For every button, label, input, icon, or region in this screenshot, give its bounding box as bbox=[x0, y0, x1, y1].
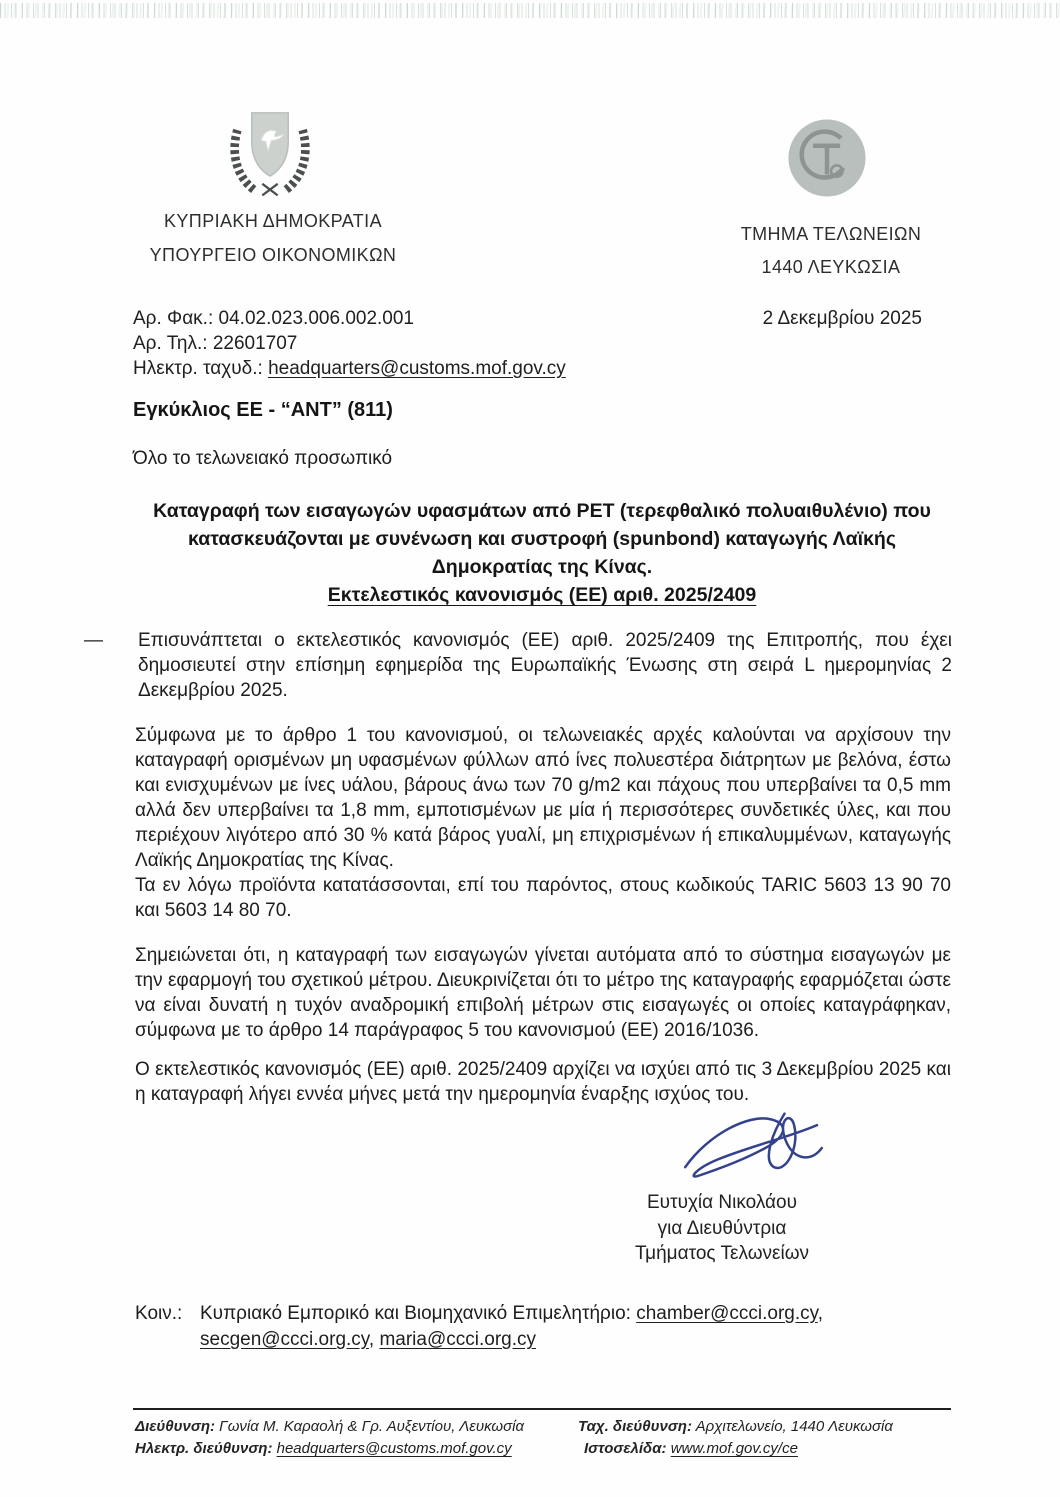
paragraph-1: Επισυνάπτεται ο εκτελεστικός κανονισμός (ΕΕ) αριθ. 2025/2409 της Επιτροπής, που έχει δημοσιευτεί στην επίσημη εφημερίδα της Ευρωπαϊκής Ένωσης στη σειρά L ημερομηνίας 2 Δεκεμβρίου 2025. bbox=[138, 630, 952, 701]
header-email-link[interactable]: headquarters@customs.mof.gov.cy bbox=[268, 358, 566, 379]
cc-recipient-text: Κυπριακό Εμπορικό και Βιομηχανικό Επιμελητήριο: bbox=[200, 1303, 637, 1324]
footer-address-line bbox=[135, 1416, 565, 1438]
paragraph-3: Τα εν λόγω προϊόντα κατατάσσονται, επί του παρόντος, στους κωδικούς TARIC 5603 13 90 70 και 5603 14 80 70. bbox=[135, 875, 951, 921]
cc-separator-1: , bbox=[817, 1303, 824, 1324]
reference-block bbox=[133, 306, 566, 381]
footer-email-link[interactable]: headquarters@customs.mof.gov.cy bbox=[276, 1440, 512, 1457]
letter-date: 2 Δεκεμβρίου 2025 bbox=[762, 308, 922, 329]
paragraph-5: Ο εκτελεστικός κανονισμός (ΕΕ) αριθ. 2025/2409 αρχίζει να ισχύει από τις 3 Δεκεμβρίου 2025 και η καταγραφή λήγει εννέα μήνες μετά την ημερομηνία έναρξης ισχύος του. bbox=[135, 1059, 951, 1105]
footer-left-column bbox=[135, 1416, 565, 1460]
phone-line bbox=[133, 331, 566, 356]
title-line-2: κατασκευάζονται με συνένωση και συστροφή (spunbond) καταγωγής Λαϊκής bbox=[188, 528, 896, 550]
title-line-1: Καταγραφή των εισαγωγών υφασμάτων από PET (τερεφθαλικό πολυαιθυλένιο) που bbox=[153, 500, 931, 522]
footer-address-value: Γωνία Μ. Καραολή & Γρ. Αυξεντίου, Λευκωσία bbox=[219, 1418, 525, 1435]
file-number-label: Αρ. Φακ.: bbox=[133, 308, 214, 329]
signer-department: Τμήματος Τελωνείων bbox=[634, 1243, 810, 1264]
signature-block bbox=[608, 1190, 836, 1267]
signer-capacity: για Διευθύντρια bbox=[657, 1217, 787, 1239]
cc-email-link-3[interactable]: maria@ccci.org.cy bbox=[379, 1329, 536, 1350]
file-number-line bbox=[133, 306, 566, 331]
footer-address-label: Διεύθυνση: bbox=[135, 1418, 215, 1435]
paragraph-4: Σημειώνεται ότι, η καταγραφή των εισαγωγών γίνεται αυτόματα από το σύστημα εισαγωγών με την εφαρμογή του σχετικού μέτρου. Διευκρινίζεται ότι το μέτρο της καταγραφής εφαρμόζεται ώστε να είναι δυνατή η τυχόν αναδρομική επιβολή μέτρων στις εισαγωγές οι οποίες καταγράφηκαν, σύμφωνα με το άρθρο 14 παράγραφος 5 του κανονισμού (ΕΕ) 2016/1036. bbox=[135, 945, 951, 1041]
customs-seal-icon bbox=[786, 117, 868, 199]
cc-email-link-2[interactable]: secgen@ccci.org.cy bbox=[200, 1329, 369, 1350]
salutation: Όλο το τελωνειακό προσωπικό bbox=[133, 448, 393, 469]
phone-label: Αρ. Τηλ.: bbox=[133, 333, 208, 354]
regulation-line: Εκτελεστικός κανονισμός (ΕΕ) αριθ. 2025/2409 bbox=[327, 584, 757, 606]
department-title: ΤΜΗΜΑ ΤΕΛΩΝΕΙΩΝ bbox=[740, 224, 922, 244]
ministry-title: ΥΠΟΥΡΓΕΙΟ ΟΙΚΟΝΟΜΙΚΩΝ bbox=[149, 245, 397, 265]
scanner-noise-band bbox=[0, 3, 1060, 18]
title-line-3: Δημοκρατίας της Κίνας. bbox=[431, 556, 653, 578]
footer-email-line bbox=[135, 1438, 565, 1460]
signer-name: Ευτυχία Νικολάου bbox=[647, 1192, 797, 1213]
cc-label: Κοιν.: bbox=[135, 1303, 183, 1324]
footer-postal-line bbox=[578, 1416, 958, 1438]
cyprus-coat-of-arms-icon bbox=[222, 104, 318, 208]
footer-web-label: Ιστοσελίδα: bbox=[584, 1440, 667, 1457]
cc-recipients bbox=[200, 1301, 951, 1353]
cc-block bbox=[135, 1301, 951, 1353]
footer-web-link[interactable]: www.mof.gov.cy/ce bbox=[670, 1440, 798, 1457]
footer-postal-value: Αρχιτελωνείο, 1440 Λευκωσία bbox=[695, 1418, 893, 1435]
email-line bbox=[133, 356, 566, 381]
email-label: Ηλεκτρ. ταχυδ.: bbox=[133, 358, 263, 379]
footer-right-column bbox=[578, 1416, 958, 1460]
file-number-value: 04.02.023.006.002.001 bbox=[218, 308, 414, 329]
footer-postal-label: Ταχ. διεύθυνση: bbox=[578, 1418, 692, 1435]
footer-divider bbox=[133, 1408, 951, 1410]
footer-email-label: Ηλεκτρ. διεύθυνση: bbox=[135, 1440, 273, 1457]
header-left-block bbox=[123, 211, 423, 266]
margin-dash: — bbox=[84, 630, 103, 651]
paragraph-2: Σύμφωνα με το άρθρο 1 του κανονισμού, οι τελωνειακές αρχές καλούνται να αρχίσουν την καταγραφή ορισμένων μη υφασμένων φύλλων από ίνες πολυεστέρα διάτρητων με βελόνα, έστω και ενισχυμένων με ίνες υάλου, βάρους άνω των 70 g/m2 και πάχους που υπερβαίνει τα 0,5 mm αλλά δεν υπερβαίνει τα 1,8 mm, εμποτισμένων με μία ή περισσότερες συνδετικές ύλες, και που περιέχουν λιγότερο από 30 % κατά βάρος γυαλί, μη επιχρισμένων ή επικαλυμμένων, καταγωγής Λαϊκής Δημοκρατίας της Κίνας. bbox=[135, 725, 951, 871]
republic-title: ΚΥΠΡΙΑΚΗ ΔΗΜΟΚΡΑΤΙΑ bbox=[163, 211, 382, 231]
handwritten-signature-icon bbox=[668, 1106, 838, 1192]
department-city: 1440 ΛΕΥΚΩΣΙΑ bbox=[761, 257, 901, 277]
footer-web-line bbox=[578, 1438, 958, 1460]
cc-email-link-1[interactable]: chamber@ccci.org.cy bbox=[636, 1303, 818, 1324]
phone-value: 22601707 bbox=[212, 333, 298, 354]
header-right-block bbox=[731, 224, 931, 278]
circular-subject-line: Εγκύκλιος ΕΕ - “ΑΝΤ” (811) bbox=[133, 399, 393, 421]
letter-title bbox=[133, 497, 951, 609]
cc-separator-2: , bbox=[368, 1329, 375, 1350]
